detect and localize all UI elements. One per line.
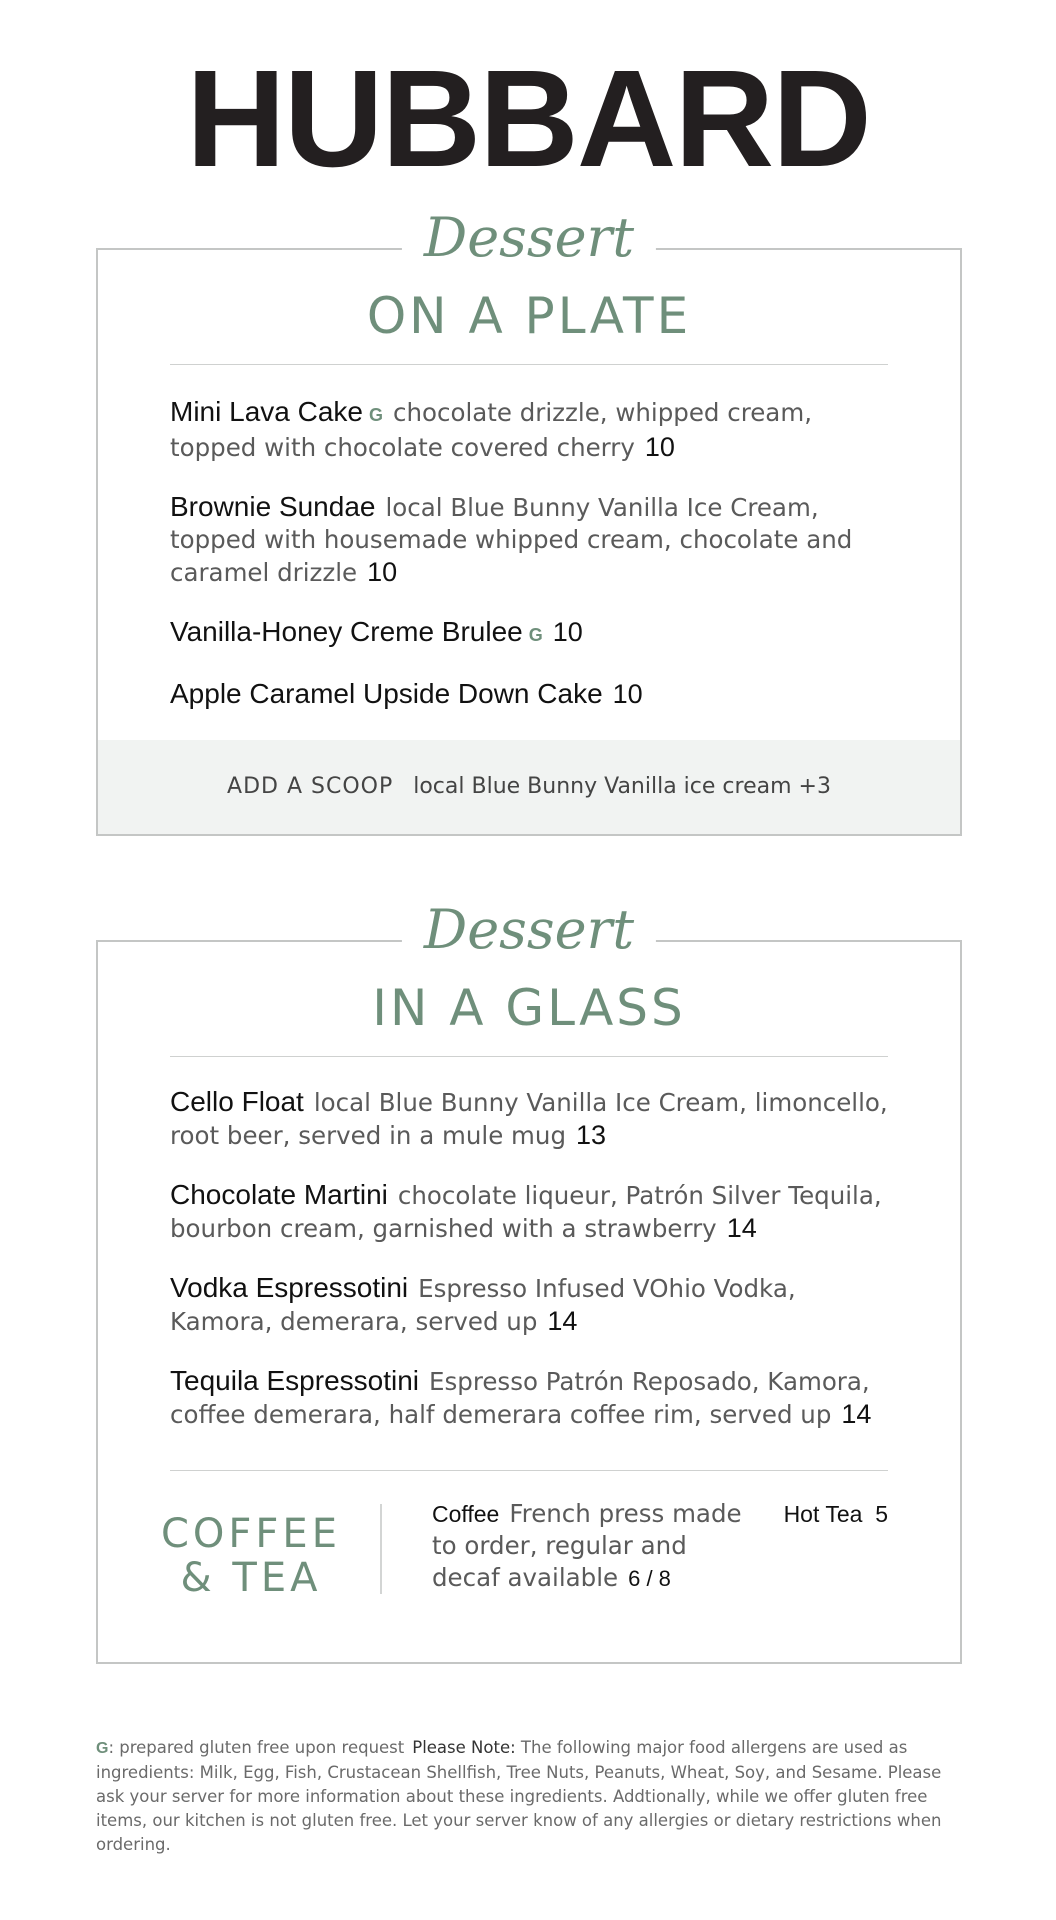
- vertical-divider: [380, 1504, 382, 1594]
- addon-label: ADD A SCOOP: [227, 774, 394, 799]
- item-name: Hot Tea: [783, 1501, 863, 1527]
- item-price: 10: [552, 617, 583, 647]
- menu-item: [170, 616, 888, 651]
- tea-heading-line: & TEA: [180, 1555, 322, 1601]
- menu-item: [170, 678, 888, 711]
- addon-description: local Blue Bunny Vanilla ice cream +3: [413, 774, 831, 799]
- dessert-plate-section: [96, 206, 962, 836]
- section-script-title: Dessert: [402, 208, 656, 267]
- item-price: 5: [875, 1501, 888, 1527]
- menu-item: [170, 491, 888, 589]
- allergen-footnote: [96, 1736, 966, 1857]
- coffee-heading-line: COFFEE: [161, 1511, 341, 1557]
- menu-item: [170, 396, 888, 464]
- section-title: IN A GLASS: [372, 979, 686, 1037]
- item-price: 14: [841, 1399, 872, 1429]
- gluten-free-icon: G: [368, 405, 383, 425]
- item-price: 10: [367, 557, 398, 587]
- dessert-glass-section: [96, 898, 962, 1664]
- item-name: Vanilla-Honey Creme Brulee: [170, 616, 523, 647]
- item-name: Coffee: [432, 1501, 500, 1527]
- item-price: 14: [726, 1213, 757, 1243]
- item-price: 6 / 8: [628, 1566, 671, 1591]
- menu-item: [170, 1365, 888, 1431]
- menu-item: [170, 1272, 888, 1338]
- menu-item: [170, 1086, 888, 1152]
- item-price: 10: [644, 432, 675, 462]
- item-price: 13: [576, 1120, 607, 1150]
- item-name: Brownie Sundae: [170, 491, 376, 522]
- note-text: The following major food allergens are used as ingredients: Milk, Egg, Fish, Crustacean Shellfish, Tree Nuts, Peanuts, Wheat, Soy, and Sesame. Please ask your server for more information about these ingredients. Addtionally, while we offer gluten free items, our kitchen is not gluten free. Let your server know of any allergies or dietary restrictions when ordering.: [96, 1738, 942, 1854]
- item-name: Mini Lava Cake: [170, 396, 363, 427]
- item-price: 10: [612, 679, 643, 709]
- item-description: chocolate drizzle, whipped cream, topped with chocolate covered cherry: [170, 398, 812, 462]
- section-title: ON A PLATE: [366, 287, 692, 345]
- item-description: Espresso Infused VOhio Vodka, Kamora, demerara, served up: [170, 1274, 796, 1336]
- item-name: Tequila Espressotini: [170, 1365, 420, 1396]
- divider: [170, 1056, 888, 1057]
- menu-list: [170, 1086, 888, 1458]
- menu-item: [170, 1179, 888, 1245]
- divider: [170, 1470, 888, 1471]
- gluten-free-note: : prepared gluten free upon request: [108, 1738, 405, 1757]
- item-description: French press made to order, regular and decaf available: [432, 1499, 742, 1592]
- item-name: Chocolate Martini: [170, 1179, 388, 1210]
- item-name: Vodka Espressotini: [170, 1272, 409, 1303]
- item-price: 14: [547, 1306, 578, 1336]
- item-description: Espresso Patrón Reposado, Kamora, coffee demerara, half demerara coffee rim, served up: [170, 1367, 870, 1429]
- item-description: local Blue Bunny Vanilla Ice Cream, limoncello, root beer, served in a mule mug: [170, 1088, 888, 1150]
- restaurant-logo: HUBBARD: [186, 42, 870, 196]
- section-script-title: Dessert: [402, 900, 656, 959]
- note-label: Please Note:: [412, 1738, 516, 1757]
- menu-list: [170, 396, 888, 738]
- item-name: Cello Float: [170, 1086, 304, 1117]
- gluten-free-icon: G: [528, 625, 543, 645]
- gluten-free-icon: G: [96, 1740, 109, 1757]
- tea-item: [784, 1498, 888, 1530]
- item-description: chocolate liqueur, Patrón Silver Tequila, bourbon cream, garnished with a strawberry: [170, 1181, 882, 1243]
- add-a-scoop-band: [98, 740, 960, 834]
- divider: [170, 364, 888, 365]
- coffee-tea-heading: [156, 1512, 346, 1600]
- item-name: Apple Caramel Upside Down Cake: [170, 678, 603, 709]
- coffee-item: [432, 1498, 762, 1595]
- item-description: local Blue Bunny Vanilla Ice Cream, topped with housemade whipped cream, chocolate and caramel drizzle: [170, 493, 853, 587]
